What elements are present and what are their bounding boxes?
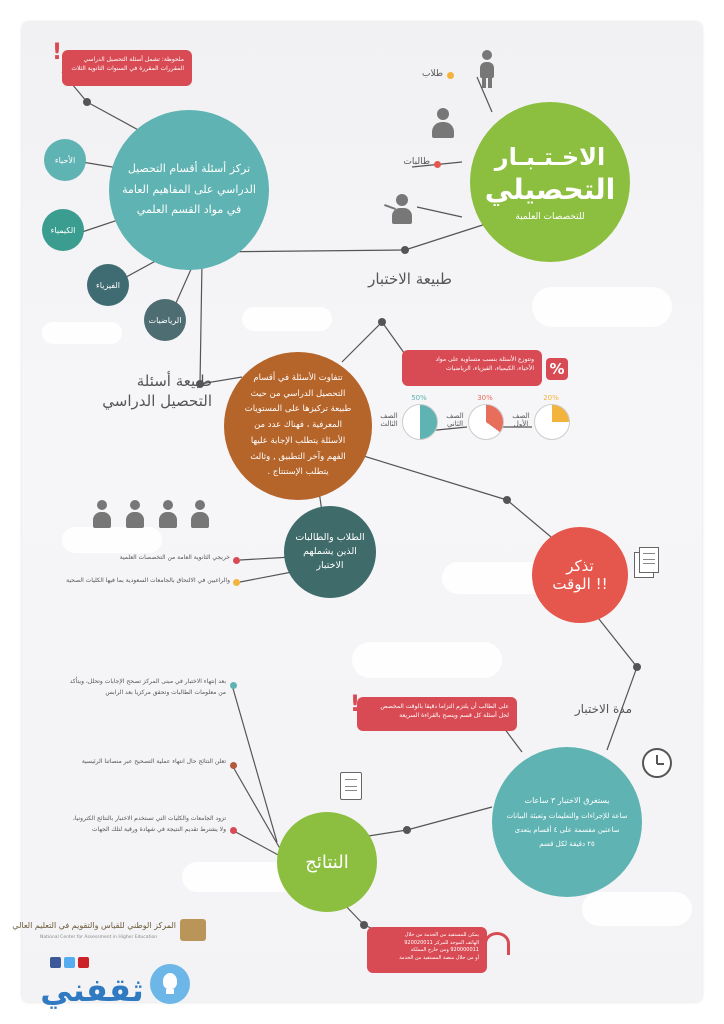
focus-text-line: الدراسي على المفاهيم العامة	[122, 182, 256, 196]
students-item-dot	[233, 557, 240, 564]
grade-label: الصف الثاني	[446, 412, 464, 428]
main-title-circle	[470, 102, 630, 262]
brand-logo-text: ثقفني	[40, 971, 144, 1009]
clock-icon	[642, 748, 672, 778]
grade-percent: 30%	[477, 394, 493, 402]
nature-label: طبيعة الاختبار	[368, 270, 452, 288]
person-icon	[92, 500, 112, 530]
audience-female-label: طالبات	[403, 157, 430, 167]
main-title-line2: التحصيلي	[484, 172, 616, 206]
male-student-icon	[430, 108, 456, 142]
results-item-dot	[230, 762, 237, 769]
duration-alert: على الطالب أن يلتزم التزاما دقيقا بالوقت المخصص لحل أسئلة كل قسم وينصح بالقراءة السريعة	[357, 697, 517, 731]
social-icons	[50, 957, 90, 969]
person-icon	[158, 500, 178, 530]
grade-label: الصف الأول	[512, 412, 530, 428]
percent-icon: %	[546, 358, 568, 380]
duration-circle: يستغرق الاختبار ٣ ساعات ساعة للإجراءات والتعليمات وتعبئة البيانات ساعتين مقسمة على ٤ أقسام يتعدى ٢٥ دقيقة لكل قسم	[492, 747, 642, 897]
subject-circle-physics: الفيزياء	[87, 264, 129, 306]
youtube-icon[interactable]	[78, 957, 89, 968]
exclamation-icon: !	[350, 692, 361, 717]
students-item: والراغبين في الالتحاق بالجامعات السعودية بما فيها الكليات الصحية	[66, 577, 230, 584]
lightbulb-icon	[150, 964, 190, 1004]
main-title-subtitle: للتخصصات العلمية	[515, 211, 585, 222]
audience-dot	[447, 72, 454, 79]
teacher-icon	[384, 194, 414, 228]
results-item-dot	[230, 682, 237, 689]
org-logo: المركز الوطني للقياس والتقويم في التعليم العالي National Center for Assessment in Higher Education	[40, 917, 210, 949]
person-icon	[125, 500, 145, 530]
duration-label: مدة الاختبار	[574, 702, 632, 716]
audience-dot	[434, 161, 441, 168]
students-item-dot	[233, 579, 240, 586]
grade-pie	[468, 404, 504, 440]
focus-text-line: في مواد القسم العلمي	[136, 203, 242, 217]
alert-note-line: ملحوظة: تشمل أسئلة التحصيل الدراسي	[83, 56, 184, 63]
subject-circle-chemistry: الكيمياء	[42, 209, 84, 251]
grade-percent: 20%	[543, 394, 559, 402]
exclamation-icon: !	[52, 40, 63, 65]
subject-circle-biology: الأحياء	[44, 139, 86, 181]
facebook-icon[interactable]	[50, 957, 61, 968]
results-item: تزود الجامعات والكليات التي تستخدم الاختبار بالنتائج الكترونيا، ولا يشترط تقديم النتيجة في شهادة ورقية لتلك الجهات	[72, 815, 226, 833]
students-circle: الطلاب والطالبات الذين يشملهم الاختبار	[284, 506, 376, 598]
audience-male-label: طلاب	[421, 69, 443, 79]
focus-circle	[109, 110, 269, 270]
students-item: خريجي الثانوية العامة من التخصصات العلمية	[119, 554, 230, 561]
subject-circle-math: الرياضيات	[144, 299, 186, 341]
results-document-icon	[340, 772, 362, 800]
document-icon	[639, 547, 659, 573]
results-item: تعلن النتائج حال انتهاء عملية التصحيح عبر منصاتنا الرئيسية	[81, 758, 226, 765]
questions-nature-title: طبيعة أسئلة التحصيل الدراسي	[102, 372, 212, 410]
questions-nature-circle: تتفاوت الأسئلة في أقسام التحصيل الدراسي من حيث طبيعة تركيزها على المستويات المعرفية ، فهناك عدد من الأسئلة يتطلب الإجابة عليها الفهم وآخر التطبيق , وثالث يتطلب الإستنتاج .	[224, 352, 372, 500]
twitter-icon[interactable]	[64, 957, 75, 968]
distribution-alert: وتتوزع الأسئلة بنسب متساوية على مواد الأحياء، الكيمياء، الفيزياء، الرياضيات	[402, 350, 542, 386]
remember-time-circle: تذكر الوقت !!	[532, 527, 628, 623]
alert-note-top	[62, 50, 192, 86]
alert-note-line: المقررات المقررة في السنوات الثانوية الثلاث	[71, 65, 184, 72]
grade-percent: 50%	[411, 394, 427, 402]
headset-icon	[484, 932, 510, 955]
grade-pie	[402, 404, 438, 440]
results-circle: النتائج	[277, 812, 377, 912]
female-student-icon	[477, 50, 497, 90]
results-item: بعد إنتهاء الاختبار في مبنى المركز تصحح الإجابات وتحلل، ويتأكد من معلومات الطالبات وتحقق مركزيا بعد الرابس	[69, 678, 226, 696]
grade-label: الصف الثالث	[380, 412, 398, 428]
grade-pie	[534, 404, 570, 440]
results-item-dot	[230, 827, 237, 834]
main-title-line1: الاخـتـبـار	[494, 142, 606, 171]
focus-text-line: تركز أسئلة أقسام التحصيل	[127, 161, 251, 175]
infographic-card	[12, 22, 702, 1009]
person-icon	[190, 500, 210, 530]
contact-badge: يمكن للمستفيد من الخدمة من خلال الهاتف الموحد للمركز 920020011 920000011 ومن خارج المملكة أو من خلال منصة المستفيد من الخدمة	[367, 927, 487, 973]
